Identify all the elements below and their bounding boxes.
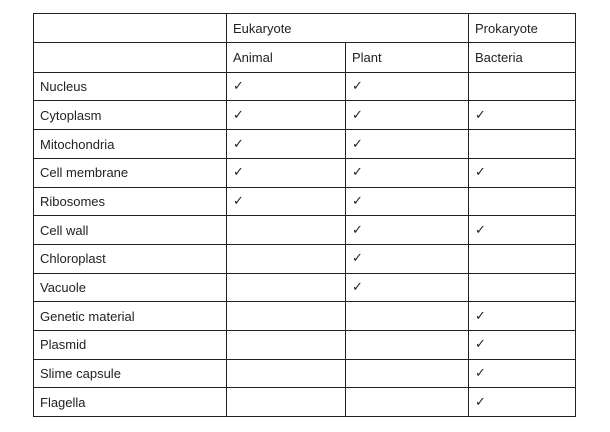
animal-cell: ✓: [227, 187, 346, 216]
column-header-row: [34, 43, 576, 72]
corner-cell: [34, 14, 227, 43]
bacteria-cell: ✓: [469, 158, 576, 187]
animal-cell: ✓: [227, 101, 346, 130]
table-row: [34, 216, 576, 245]
plant-cell: [346, 359, 469, 388]
animal-cell: [227, 244, 346, 273]
row-label: Ribosomes: [34, 187, 227, 216]
row-label: Cell membrane: [34, 158, 227, 187]
animal-cell: [227, 330, 346, 359]
animal-cell: [227, 273, 346, 302]
column-header-animal: Animal: [227, 43, 346, 72]
table-row: [34, 187, 576, 216]
group-header-row: [34, 14, 576, 43]
table-row: [34, 244, 576, 273]
bacteria-cell: ✓: [469, 302, 576, 331]
plant-cell: [346, 330, 469, 359]
plant-cell: [346, 388, 469, 417]
cell-comparison-table: [33, 13, 576, 417]
table-row: [34, 273, 576, 302]
animal-cell: [227, 302, 346, 331]
plant-cell: ✓: [346, 273, 469, 302]
plant-cell: ✓: [346, 216, 469, 245]
table-row: [34, 330, 576, 359]
plant-cell: ✓: [346, 187, 469, 216]
bacteria-cell: ✓: [469, 330, 576, 359]
bacteria-cell: ✓: [469, 388, 576, 417]
corner-cell: [34, 43, 227, 72]
table-row: [34, 101, 576, 130]
plant-cell: ✓: [346, 158, 469, 187]
row-label: Cytoplasm: [34, 101, 227, 130]
animal-cell: [227, 359, 346, 388]
row-label: Genetic material: [34, 302, 227, 331]
bacteria-cell: [469, 273, 576, 302]
bacteria-cell: [469, 187, 576, 216]
bacteria-cell: ✓: [469, 359, 576, 388]
row-label: Plasmid: [34, 330, 227, 359]
row-label: Cell wall: [34, 216, 227, 245]
bacteria-cell: [469, 130, 576, 159]
row-label: Chloroplast: [34, 244, 227, 273]
plant-cell: ✓: [346, 244, 469, 273]
plant-cell: ✓: [346, 72, 469, 101]
plant-cell: ✓: [346, 101, 469, 130]
table-row: [34, 158, 576, 187]
plant-cell: [346, 302, 469, 331]
animal-cell: ✓: [227, 72, 346, 101]
table-row: [34, 302, 576, 331]
group-header-prokaryote: Prokaryote: [469, 14, 576, 43]
plant-cell: ✓: [346, 130, 469, 159]
group-header-eukaryote: Eukaryote: [227, 14, 469, 43]
table-row: [34, 130, 576, 159]
animal-cell: ✓: [227, 158, 346, 187]
row-label: Slime capsule: [34, 359, 227, 388]
row-label: Vacuole: [34, 273, 227, 302]
bacteria-cell: [469, 244, 576, 273]
row-label: Flagella: [34, 388, 227, 417]
bacteria-cell: ✓: [469, 101, 576, 130]
bacteria-cell: ✓: [469, 216, 576, 245]
table-row: [34, 359, 576, 388]
column-header-bacteria: Bacteria: [469, 43, 576, 72]
table-row: [34, 72, 576, 101]
row-label: Mitochondria: [34, 130, 227, 159]
column-header-plant: Plant: [346, 43, 469, 72]
table-row: [34, 388, 576, 417]
row-label: Nucleus: [34, 72, 227, 101]
table-body: [34, 14, 576, 417]
animal-cell: [227, 216, 346, 245]
animal-cell: [227, 388, 346, 417]
bacteria-cell: [469, 72, 576, 101]
animal-cell: ✓: [227, 130, 346, 159]
